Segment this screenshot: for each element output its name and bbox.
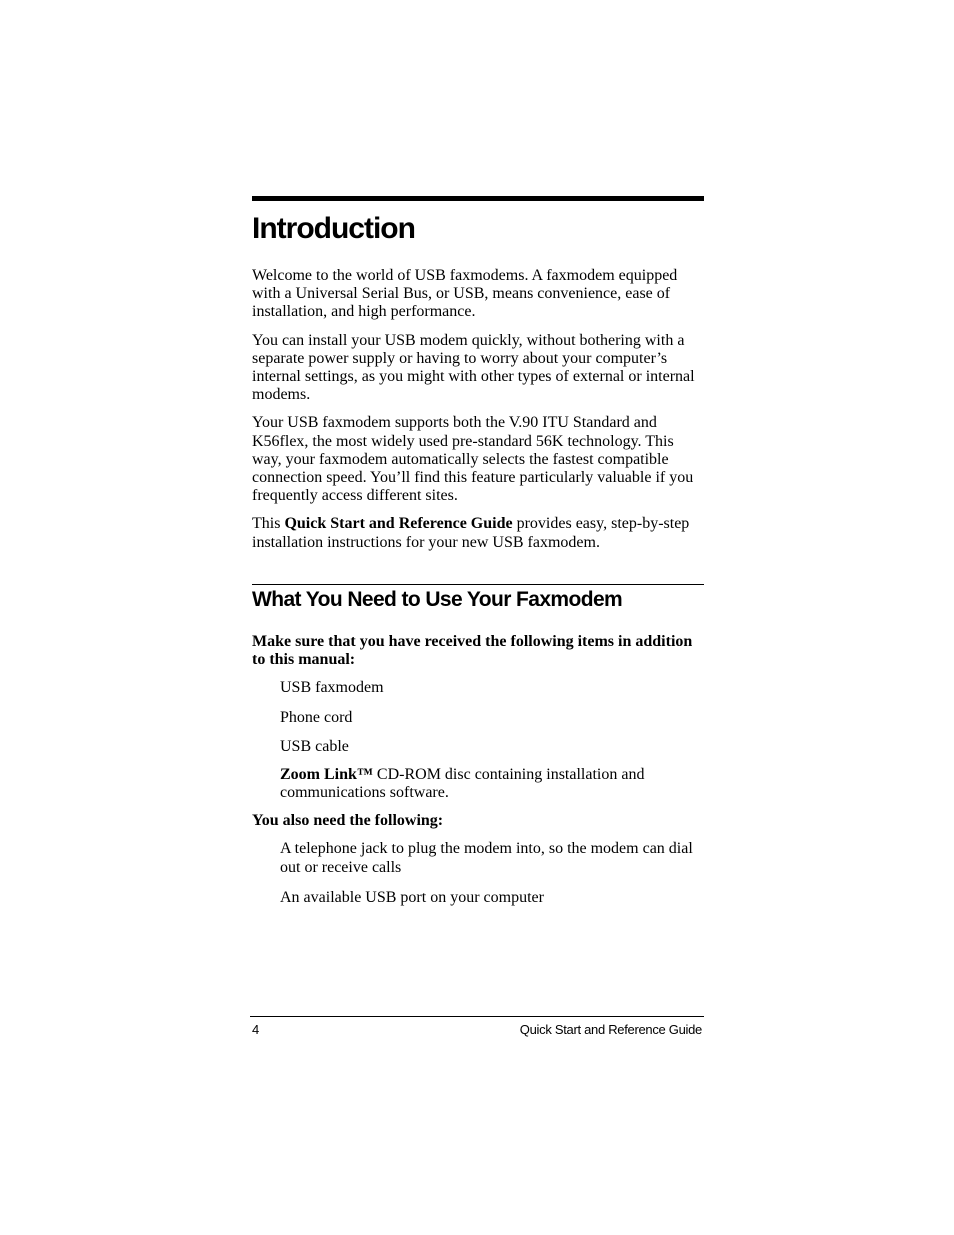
intro-paragraph-4-prefix: This [252, 515, 285, 533]
list-item: Phone cord [280, 709, 353, 727]
list-item: A telephone jack to plug the modem into, so the modem can dial out or receive calls [280, 840, 693, 876]
page-content [252, 196, 704, 917]
intro-paragraph-2: You can install your USB modem quickly, without bothering with a separate power supply or having to worry about your computer’s internal settings, as you might with other types of external or internal modems. [252, 331, 695, 404]
title-rule [252, 196, 704, 201]
intro-section [252, 267, 704, 552]
section-rule [252, 584, 704, 585]
page-title: Introduction [252, 212, 415, 245]
requirements-section [252, 633, 704, 907]
guide-title-emphasis: Quick Start and Reference Guide [284, 515, 513, 533]
intro-paragraph-1: Welcome to the world of USB faxmodems. A faxmodem equipped with a Universal Serial Bus, or USB, means convenience, ease of installation, and high performance. [252, 267, 678, 321]
received-items-lead: Make sure that you have received the following items in addition to this manual: [252, 632, 693, 669]
also-need-label: You also need the following: [252, 812, 444, 830]
intro-paragraph-4 [252, 515, 704, 551]
list-item: USB faxmodem [280, 679, 384, 697]
list-item: An available USB port on your computer [280, 888, 544, 906]
list-item: USB cable [280, 737, 349, 755]
intro-paragraph-3: Your USB faxmodem supports both the V.90 ITU Standard and K56flex, the most widely used pre-standard 56K technology. This way, your faxmodem automatically selects the fastest compatible connection speed. You’ll find this feature particularly valuable if you frequently access different sites. [252, 414, 694, 505]
list-item-zoom-link [280, 766, 704, 802]
page-number: 4 [252, 1022, 259, 1037]
section-heading: What You Need to Use Your Faxmodem [252, 587, 623, 611]
footer-guide-title: Quick Start and Reference Guide [519, 1022, 702, 1037]
page-footer [252, 1022, 702, 1037]
intro-paragraph-4-suffix: provides easy, step-by-step installation instructions for your new USB faxmodem. [252, 515, 690, 551]
footer-rule [250, 1016, 704, 1017]
zoom-link-name: Zoom Link™ [280, 765, 373, 783]
zoom-link-description: CD-ROM disc containing installation and communications software. [280, 765, 645, 802]
